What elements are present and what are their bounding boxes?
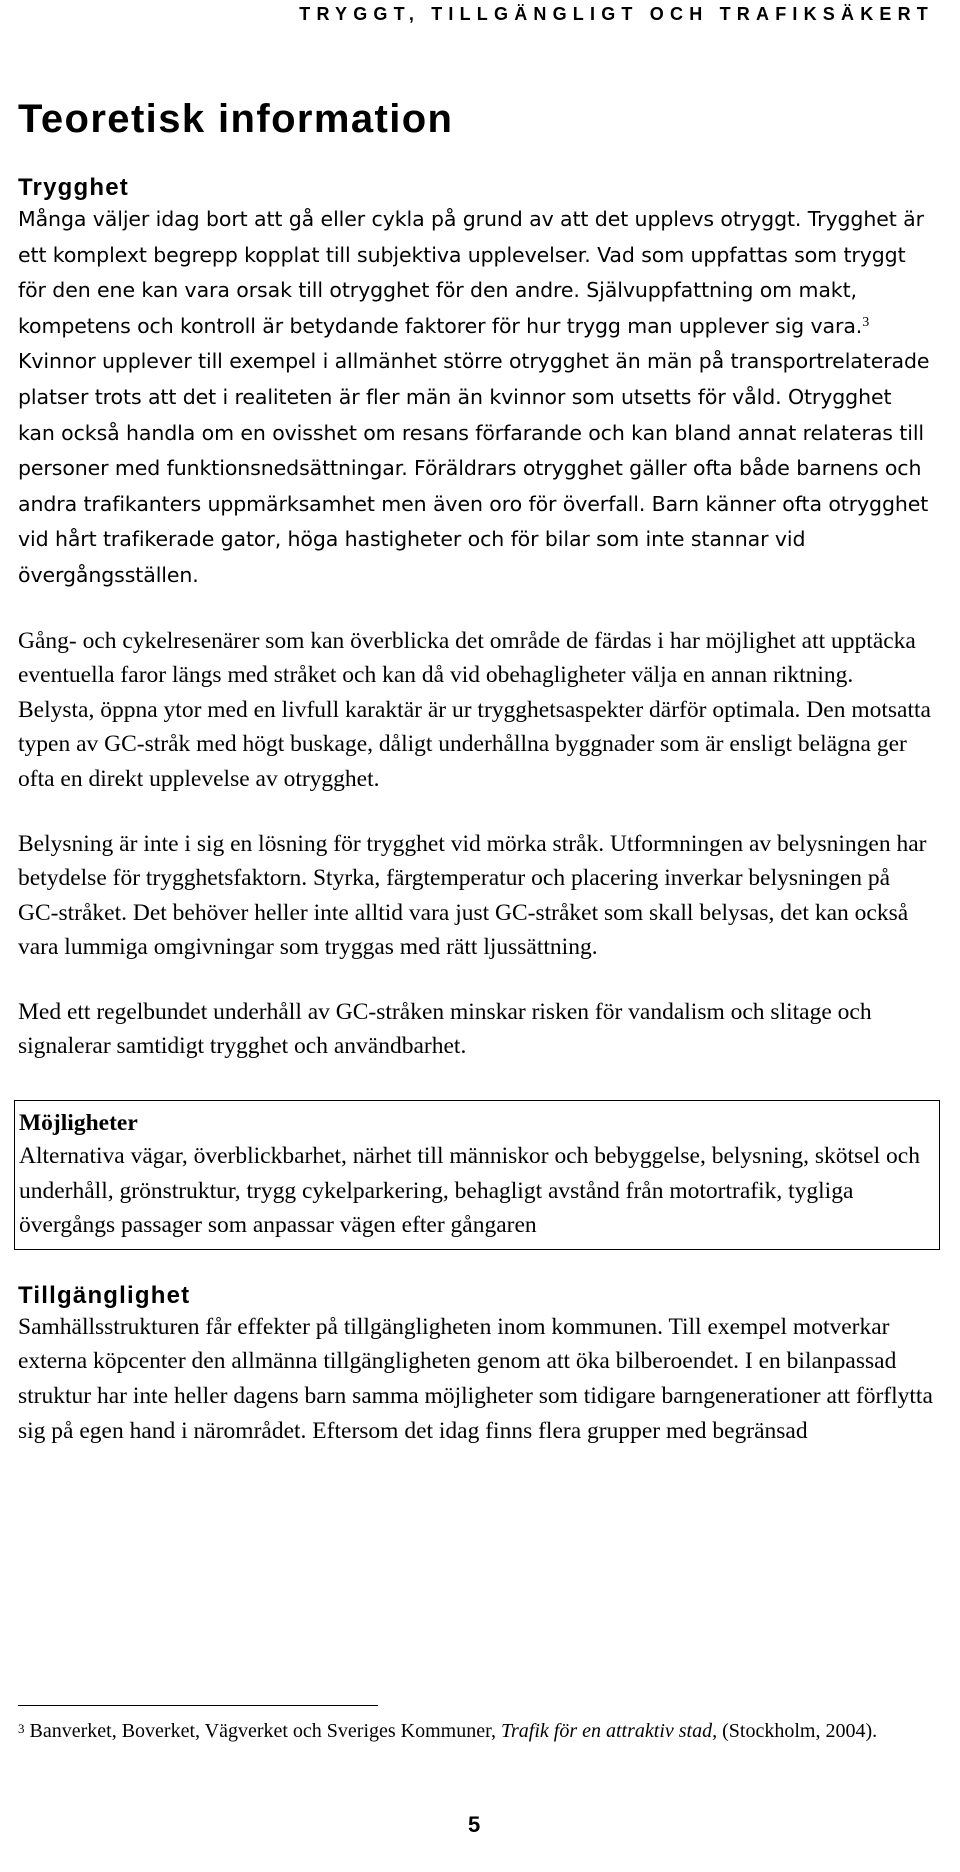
footnote-italic-title: Trafik för en attraktiv stad,: [500, 1720, 718, 1742]
tillganglighet-paragraph-1: Samhällsstrukturen får effekter på tillgängligheten inom kommunen. Till exempel motverkar externa köpcenter den allmänna tillgängligheten genom att öka bilberoendet. I en bilanpassad struktur har inte heller dagens barn samma möjligheter som tidigare barngenerationer att förflytta sig på egen hand i närområdet. Eftersom det idag finns flera grupper med begränsad: [18, 1313, 933, 1444]
main-content: [18, 96, 933, 1448]
trygghet-paragraph-1-part-b: Kvinnor upplever till exempel i allmänhet större otrygghet än män på transportrelaterade platser trots att det i realiteten är fler män än kvinnor som utsetts för våld. Otrygghet kan också handla om en ovisshet om resans förfarande och kan bland annat relateras till personer med funktionsnedsättningar. Föräldrars otrygghet gäller ofta både barnens och andra trafikanters uppmärksamhet men även oro för överfall. Barn känner ofta otrygghet vid hårt trafikerade gator, höga hastigheter och för bilar som inte stannar vid övergångsställen.: [18, 349, 930, 587]
section-heading-tillganglighet: Tillgänglighet: [18, 1281, 191, 1309]
mojligheter-box: [14, 1100, 940, 1250]
trygghet-paragraph-3: Belysning är inte i sig en lösning för trygghet vid mörka stråk. Utformningen av belysningen har betydelse för trygghetsfaktorn. Styrka, färgtemperatur och placering inverkar belysningen på GC-stråket. Det behöver heller inte alltid vara just GC-stråket som skall belysas, det kan också vara lummiga omgivningar som tryggas med rätt ljussättning.: [18, 830, 927, 961]
running-header: TRYGGT, TILLGÄNGLIGT OCH TRAFIKSÄKERT: [299, 4, 934, 24]
footnote-reference[interactable]: 3: [862, 314, 870, 330]
trygghet-paragraph-2: Gång- och cykelresenärer som kan överblicka det område de färdas i har möjlighet att upptäcka eventuella faror längs med stråket och kan då vid obehagligheter välja en annan riktning. Belysta, öppna ytor med en livfull karaktär är ur trygghetsaspekter därför optimala. Den motsatta typen av GC-stråk med högt buskage, dåligt underhållna byggnader som är ensligt belägna ger ofta en direkt upplevelse av otrygghet.: [18, 627, 931, 792]
page-number: 5: [468, 1812, 481, 1837]
mojligheter-text: Alternativa vägar, överblickbarhet, närhet till människor och bebyggelse, belysning, skötsel och underhåll, grönstruktur, trygg cykelparkering, behagligt avstånd från motortrafik, tygliga övergångs passager som anpassar vägen efter gångaren: [19, 1143, 920, 1239]
footnote-text-b: (Stockholm, 2004).: [717, 1720, 878, 1742]
page-title: Teoretisk information: [18, 97, 454, 141]
footnote-text-a: Banverket, Boverket, Vägverket och Sveriges Kommuner,: [24, 1720, 501, 1742]
footnote: [18, 1716, 918, 1746]
trygghet-paragraph-1: [18, 202, 933, 594]
trygghet-paragraph-1-part-a: Många väljer idag bort att gå eller cykla på grund av att det upplevs otryggt. Trygghet är ett komplext begrepp kopplat till subjektiva upplevelser. Vad som uppfattas som tryggt för den ene kan vara orsak till otrygghet för den andre. Självuppfattning om makt, kompetens och kontroll är betydande faktorer för hur trygg man upplever sig vara.: [18, 207, 924, 338]
trygghet-paragraph-4: Med ett regelbundet underhåll av GC-stråken minskar risken för vandalism och slitage och signalerar samtidigt trygghet och användbarhet.: [18, 998, 872, 1060]
mojligheter-heading: Möjligheter: [19, 1110, 138, 1137]
footnote-separator: [18, 1705, 378, 1706]
section-heading-trygghet: Trygghet: [18, 174, 129, 201]
footnote-number: 3: [18, 1721, 25, 1736]
